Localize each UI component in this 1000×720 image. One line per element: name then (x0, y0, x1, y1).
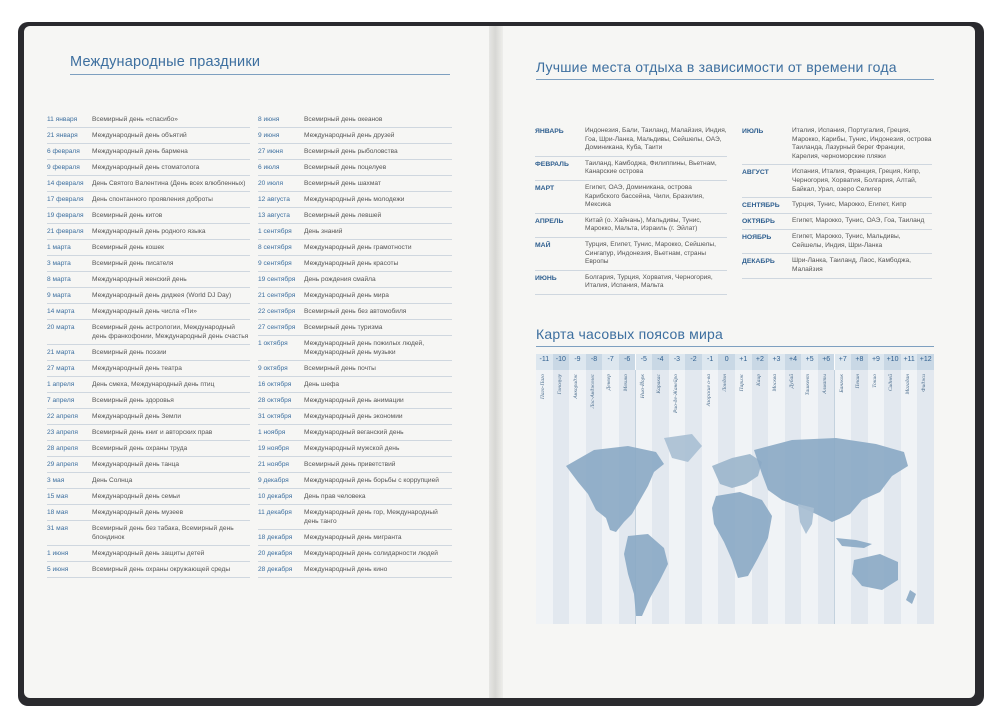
holiday-date: 9 сентября (258, 260, 292, 267)
timezone-offset-label: 0 (724, 356, 729, 363)
timezone-city-label: Москва (772, 374, 779, 392)
resort-row (535, 181, 727, 214)
holiday-date: 11 января (47, 116, 78, 123)
timezone-offset-label: -3 (673, 356, 681, 363)
timezone-offset-label: -2 (690, 356, 697, 363)
holiday-name: Международный день солидарности людей (304, 550, 438, 557)
timezone-offset-label: +10 (886, 356, 899, 363)
holiday-name: Международный день театра (92, 365, 182, 372)
holiday-name: Всемирный день охраны труда (92, 445, 188, 452)
holiday-name: Международный день семьи (92, 493, 180, 500)
holiday-date: 31 мая (47, 525, 68, 532)
holiday-row (258, 336, 452, 361)
holiday-row (47, 361, 250, 377)
world-map-svg (536, 354, 934, 624)
holiday-date: 8 марта (47, 276, 71, 283)
holiday-row (47, 240, 250, 256)
holiday-name: Международный день Земли (92, 413, 182, 420)
holiday-date: 9 октября (258, 365, 288, 372)
holiday-date: 6 июля (258, 164, 280, 171)
holiday-name: День рождения смайла (304, 276, 376, 283)
resort-month: АВГУСТ (742, 169, 769, 177)
holiday-row (47, 176, 250, 192)
holiday-row (258, 562, 452, 578)
holiday-name: Всемирный день океанов (304, 116, 383, 123)
holiday-row (47, 409, 250, 425)
resort-month: НОЯБРЬ (742, 234, 772, 242)
resort-row (535, 214, 727, 238)
holiday-date: 9 декабря (258, 477, 289, 484)
holiday-date: 21 марта (47, 349, 75, 356)
holiday-name: Всемирный день книг и авторских прав (92, 429, 213, 436)
holiday-row (258, 489, 452, 505)
holiday-name: Международный день мира (304, 292, 389, 299)
holiday-row (258, 256, 452, 272)
timezone-map-title: Карта часовых поясов мира (536, 326, 723, 342)
resort-month: ИЮНЬ (535, 274, 557, 282)
timezone-city-label: Паго-Паго (540, 374, 546, 400)
resort-row (535, 157, 727, 181)
holiday-row (47, 160, 250, 176)
holiday-name: Международный день музеев (92, 509, 184, 516)
holiday-name: Международный день числа «Пи» (92, 308, 197, 315)
holiday-date: 19 сентября (258, 276, 296, 283)
holiday-name: Всемирный день поцелуев (304, 164, 387, 171)
resorts-column-1 (535, 124, 727, 295)
holiday-date: 19 ноября (258, 445, 289, 452)
holiday-date: 5 июня (47, 566, 69, 573)
holiday-name: Всемирный день кошек (92, 244, 165, 251)
resorts-title: Лучшие места отдыха в зависимости от времени года (536, 59, 897, 75)
holiday-date: 3 мая (47, 477, 65, 484)
holiday-row (47, 272, 250, 288)
holiday-row (258, 377, 452, 393)
holiday-date: 8 июня (258, 116, 280, 123)
holiday-date: 20 декабря (258, 550, 293, 557)
holiday-row (47, 208, 250, 224)
timezone-offset-label: -9 (574, 356, 581, 363)
holiday-row (47, 256, 250, 272)
holiday-row (258, 473, 452, 489)
resort-places: Шри-Ланка, Таиланд, Лаос, Камбоджа, Малайзия (792, 257, 911, 273)
holiday-date: 14 марта (47, 308, 75, 315)
holiday-row (258, 288, 452, 304)
timezone-city-label: Нью-Йорк (639, 374, 646, 399)
holiday-date: 1 июня (47, 550, 69, 557)
holiday-date: 22 апреля (47, 413, 78, 420)
holiday-row (47, 192, 250, 208)
holiday-row (258, 546, 452, 562)
holiday-row (47, 489, 250, 505)
holiday-date: 1 марта (47, 244, 71, 251)
timezone-city-label: Магадан (904, 374, 911, 395)
holiday-date: 21 ноября (258, 461, 289, 468)
timezone-offset-label: -7 (607, 356, 614, 363)
holiday-name: Всемирный день китов (92, 212, 163, 219)
holiday-name: Всемирный день туризма (304, 324, 383, 331)
holiday-date: 21 января (47, 132, 78, 139)
holiday-row (47, 112, 250, 128)
holiday-name: День смеха, Международный день птиц (92, 381, 215, 388)
holiday-name: Международный день борьбы с коррупцией (304, 477, 439, 484)
resort-places: Турция, Тунис, Марокко, Египет, Кипр (792, 201, 907, 209)
holiday-date: 1 сентября (258, 228, 292, 235)
resort-row (742, 254, 932, 278)
holiday-row (258, 240, 452, 256)
resort-places: Индонезия, Бали, Таиланд, Малайзия, Индия, Гоа, Шри-Ланка, Мальдивы, Сейшелы, ОАЭ, Доминикана, Куба, Таити (585, 127, 727, 152)
holiday-name: Всемирный день без автомобиля (304, 308, 407, 315)
holiday-row (47, 304, 250, 320)
holiday-row (47, 393, 250, 409)
holiday-date: 6 февраля (47, 148, 80, 155)
holiday-row (258, 112, 452, 128)
resort-places: Турция, Египет, Тунис, Марокко, Сейшелы, Сингапур, Индонезия, Вьетнам, страны Европы (585, 240, 716, 266)
holiday-date: 10 декабря (258, 493, 293, 500)
timezone-city-label: Пекин (855, 374, 862, 389)
holiday-name: Всемирный день рыболовства (304, 148, 398, 155)
holiday-name: Международный день бармена (92, 148, 188, 155)
holiday-row (47, 521, 250, 546)
holiday-date: 7 апреля (47, 397, 75, 404)
timezone-city-label: Каракас (656, 374, 663, 394)
timezone-offset-label: -1 (707, 356, 714, 363)
holiday-date: 1 ноября (258, 429, 286, 436)
holiday-date: 9 февраля (47, 164, 80, 171)
timezone-city-label: Анкоридж (573, 374, 580, 399)
holidays-column-1 (47, 112, 250, 578)
timezone-city-label: Париж (739, 374, 745, 392)
timezone-offset-label: +3 (772, 356, 781, 363)
timezone-offset-label: +1 (739, 356, 748, 363)
timezone-city-label: Денвер (606, 374, 613, 391)
timezone-city-label: Дубай (788, 374, 795, 389)
holiday-row (258, 361, 452, 377)
holiday-name: Международный день диджея (World DJ Day) (92, 292, 232, 299)
holiday-name: Международный день пожилых людей, Международный день музыки (304, 340, 425, 356)
resort-row (742, 165, 932, 198)
timezone-offset-label: -5 (640, 356, 647, 363)
holiday-name: Всемирный день без табака, Всемирный день блондинок (92, 525, 234, 541)
timezone-offset-label: -10 (555, 356, 566, 363)
holiday-date: 28 октября (258, 397, 292, 404)
timezone-city-label: Ташкент (805, 374, 812, 396)
holiday-row (258, 144, 452, 160)
holiday-name: День знаний (304, 228, 343, 235)
holiday-row (47, 473, 250, 489)
resort-month: АПРЕЛЬ (535, 217, 564, 225)
holiday-name: Международный день мигранта (304, 534, 402, 541)
holiday-date: 31 октября (258, 413, 292, 420)
holiday-date: 27 сентября (258, 324, 296, 331)
holiday-row (258, 320, 452, 336)
holiday-name: День спонтанного проявления доброты (92, 196, 213, 203)
holiday-row (258, 505, 452, 530)
holiday-row (47, 441, 250, 457)
holiday-name: Всемирный день шахмат (304, 180, 381, 187)
timezone-offset-label: -6 (624, 356, 631, 363)
holiday-row (258, 409, 452, 425)
resort-month: ФЕВРАЛЬ (535, 160, 569, 168)
holiday-name: День прав человека (304, 493, 366, 500)
holiday-date: 28 декабря (258, 566, 293, 573)
resort-places: Таиланд, Камбоджа, Филиппины, Вьетнам, Канарские острова (585, 159, 717, 176)
holiday-row (258, 192, 452, 208)
timezone-city-label: Бангкок (838, 374, 845, 393)
holiday-row (258, 457, 452, 473)
holidays-column-2 (258, 112, 452, 578)
holiday-row (258, 393, 452, 409)
holidays-title: Международные праздники (70, 54, 261, 70)
holiday-name: Международный день друзей (304, 132, 395, 139)
resort-month: ЯНВАРЬ (535, 128, 564, 135)
holiday-date: 3 марта (47, 260, 71, 267)
holiday-row (47, 377, 250, 393)
resort-places: Болгария, Турция, Хорватия, Черногория, Италия, Испания, Мальта (585, 273, 713, 290)
timezone-city-label: Рио-де-Жанейро (672, 374, 679, 414)
holiday-row (47, 128, 250, 144)
timezone-city-label: Гонолулу (556, 374, 563, 395)
holiday-name: Всемирный день приветствий (304, 461, 396, 468)
holiday-date: 14 февраля (47, 180, 84, 187)
timezone-offset-label: +8 (855, 356, 864, 363)
timezone-offset-label: +7 (838, 356, 847, 363)
holiday-name: Международный мужской день (304, 445, 400, 452)
holiday-row (47, 224, 250, 240)
timezone-offset-label: +4 (789, 356, 798, 363)
timezone-offset-label: -11 (539, 356, 550, 363)
resort-places: Испания, Италия, Франция, Греция, Кипр, Черногория, Хорватия, Болгария, Алтай, Байкал, Урал, озеро Селигер (792, 168, 921, 193)
holiday-date: 27 июня (258, 148, 284, 155)
timezone-map-title-rule (536, 346, 934, 347)
holiday-row (47, 345, 250, 361)
holiday-date: 13 августа (258, 212, 290, 219)
holiday-date: 17 февраля (47, 196, 84, 203)
timezone-offset-label: +6 (822, 356, 831, 363)
holiday-date: 27 марта (47, 365, 75, 372)
holiday-name: Международный день родного языка (92, 228, 206, 235)
holiday-name: День шефа (304, 381, 340, 388)
holiday-date: 22 сентября (258, 308, 296, 315)
timezone-city-label: Фиджи (921, 374, 928, 392)
holiday-row (258, 272, 452, 288)
holiday-name: Всемирный день левшей (304, 212, 382, 219)
resort-places: Египет, ОАЭ, Доминикана, острова Карибского бассейна, Чили, Бразилия, Мексика (585, 183, 704, 209)
holiday-row (258, 128, 452, 144)
timezone-city-label: Мехико (622, 374, 629, 392)
holiday-row (47, 320, 250, 345)
resort-places: Италия, Испания, Португалия, Греция, Марокко, Карибы, Тунис, Индонезия, острова Таиланда, Лазурный берег Франции, Карелия, черноморские пляжи (792, 127, 932, 160)
resorts-column-2 (742, 124, 932, 279)
holiday-name: День Святого Валентина (День всех влюбленных) (92, 180, 246, 187)
resort-row (535, 124, 727, 157)
holiday-row (47, 562, 250, 578)
holiday-row (47, 425, 250, 441)
timezone-city-label: Лос-Анджелес (589, 374, 596, 409)
holiday-name: Международный день танца (92, 461, 180, 468)
holiday-name: Всемирный день астрологии, Международный день франкофонии, Международный день счастья (92, 324, 249, 340)
holiday-name: Международный женский день (92, 276, 187, 283)
resort-month: МАЙ (535, 241, 551, 249)
holiday-row (47, 288, 250, 304)
holiday-name: Международный день грамотности (304, 244, 412, 251)
timezone-offset-label: +12 (919, 356, 932, 363)
resort-month: МАРТ (535, 184, 555, 192)
holiday-date: 18 мая (47, 509, 68, 516)
holiday-date: 29 апреля (47, 461, 78, 468)
holiday-name: Международный веганский день (304, 429, 404, 436)
timezone-city-label: Алматы (821, 374, 828, 394)
holiday-name: Международный день гор, Международный день танго (304, 509, 438, 525)
holiday-date: 28 апреля (47, 445, 78, 452)
holiday-row (47, 505, 250, 521)
holiday-name: Международный день объятий (92, 132, 187, 139)
holiday-row (258, 425, 452, 441)
holiday-date: 1 октября (258, 340, 288, 347)
holiday-name: Всемирный день почты (304, 365, 376, 372)
resort-row (742, 214, 932, 230)
timezone-map (536, 354, 934, 624)
holiday-name: Всемирный день здоровья (92, 397, 174, 404)
holiday-name: День Солнца (92, 477, 133, 484)
holiday-date: 9 июня (258, 132, 280, 139)
holidays-title-rule (70, 74, 450, 75)
holiday-name: Всемирный день охраны окружающей среды (92, 566, 231, 573)
holiday-row (47, 144, 250, 160)
resort-places: Египет, Марокко, Тунис, Мальдивы, Сейшелы, Индия, Шри-Ланка (792, 233, 901, 249)
resort-row (535, 238, 727, 271)
holiday-name: Всемирный день писателя (92, 260, 174, 267)
resort-places: Египет, Марокко, Тунис, ОАЭ, Гоа, Таиланд (792, 217, 925, 225)
holiday-name: Международный день защиты детей (92, 550, 205, 557)
holiday-row (258, 208, 452, 224)
timezone-city-label: Лондон (722, 374, 729, 392)
holiday-name: Всемирный день «спасибо» (92, 116, 178, 123)
timezone-city-label: Каир (755, 374, 762, 386)
holiday-name: Международный день молодежи (304, 196, 405, 203)
resort-row (742, 198, 932, 214)
resort-month: ОКТЯБРЬ (742, 218, 775, 226)
resort-places: Китай (о. Хайнань), Мальдивы, Тунис, Марокко, Мальта, Израиль (г. Эйлат) (585, 216, 702, 233)
holiday-date: 18 декабря (258, 534, 293, 541)
resort-month: ИЮЛЬ (742, 128, 764, 135)
resort-row (742, 124, 932, 165)
page-gutter (489, 26, 503, 698)
timezone-offset-label: -8 (590, 356, 598, 363)
holiday-name: Международный день экономии (304, 413, 403, 420)
holiday-date: 20 июля (258, 180, 284, 187)
timezone-offset-label: +2 (755, 356, 764, 363)
timezone-city-label: Сидней (888, 374, 895, 392)
holiday-date: 1 апреля (47, 381, 75, 388)
holiday-name: Международный день красоты (304, 260, 399, 267)
timezone-offset-label: +11 (903, 356, 915, 363)
holiday-row (258, 304, 452, 320)
resort-month: ДЕКАБРЬ (742, 258, 775, 266)
holiday-date: 15 мая (47, 493, 68, 500)
timezone-city-label: Токио (871, 374, 878, 388)
timezone-offset-label: -4 (657, 356, 664, 363)
holiday-name: Всемирный день поэзии (92, 349, 167, 356)
holiday-date: 19 февраля (47, 212, 84, 219)
holiday-date: 11 декабря (258, 509, 292, 516)
holiday-row (258, 160, 452, 176)
holiday-date: 9 марта (47, 292, 71, 299)
holiday-row (258, 176, 452, 192)
holiday-date: 20 марта (47, 324, 75, 331)
holiday-row (47, 457, 250, 473)
timezone-offset-label: +9 (871, 356, 880, 363)
holiday-row (47, 546, 250, 562)
holiday-date: 23 апреля (47, 429, 78, 436)
holiday-date: 12 августа (258, 196, 290, 203)
holiday-date: 21 февраля (47, 228, 84, 235)
resort-month: СЕНТЯБРЬ (742, 202, 780, 210)
holiday-date: 8 сентября (258, 244, 292, 251)
timezone-offset-label: +5 (805, 356, 814, 363)
holiday-row (258, 530, 452, 546)
holiday-row (258, 441, 452, 457)
timezone-city-label: Азорские о-ва (705, 374, 712, 407)
resort-row (742, 230, 932, 254)
holiday-name: Международный день кино (304, 566, 388, 573)
resort-row (535, 271, 727, 295)
holiday-name: Международный день анимации (304, 397, 404, 404)
holiday-name: Международный день стоматолога (92, 164, 200, 171)
holiday-date: 16 октября (258, 381, 292, 388)
holiday-row (258, 224, 452, 240)
resorts-title-rule (536, 79, 934, 80)
holiday-date: 21 сентября (258, 292, 296, 299)
